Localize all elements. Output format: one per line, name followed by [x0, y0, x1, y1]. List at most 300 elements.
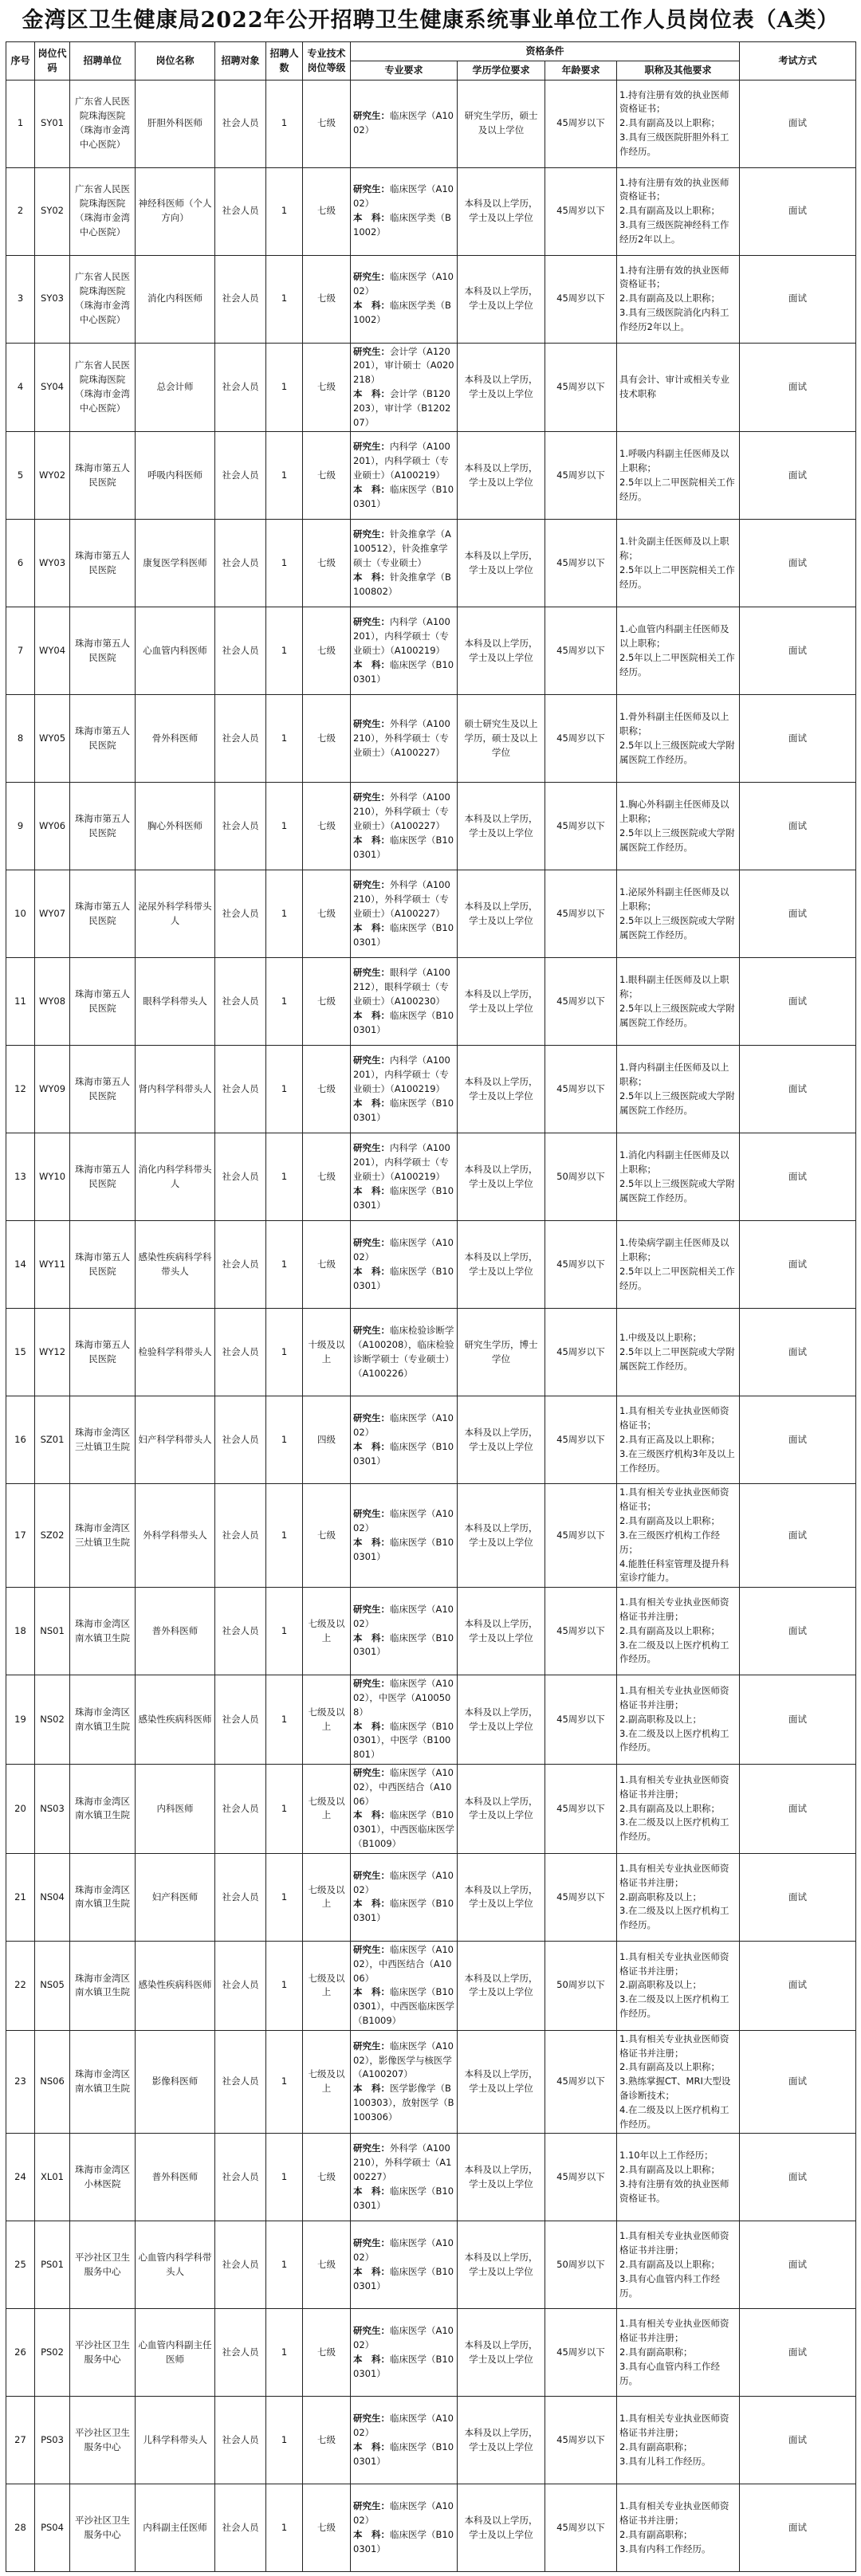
row-target: 社会人员 [215, 2309, 266, 2397]
row-seq: 25 [6, 2221, 35, 2309]
row-count: 1 [266, 1853, 303, 1941]
row-major [351, 1675, 458, 1765]
major-text: 临床医学（A1002） [353, 1508, 454, 1533]
header-level: 专业技术岗位等级 [303, 42, 351, 80]
major-level-label: 研究生： [353, 1412, 390, 1424]
row-level: 七级及以上 [303, 2030, 351, 2134]
major-text: 临床医学（A1002） [353, 271, 454, 297]
row-count: 1 [266, 255, 303, 343]
row-unit: 珠海市金湾区小林医院 [70, 2134, 136, 2221]
major-line [353, 2528, 454, 2557]
row-level: 七级及以上 [303, 1765, 351, 1854]
row-position: 内科副主任医师 [136, 2484, 215, 2572]
row-major [351, 2030, 458, 2134]
major-text: 临床医学（B100301） [353, 834, 454, 860]
row-age: 45周岁以下 [545, 783, 617, 870]
table-row [6, 1853, 856, 1941]
major-level-label: 研究生： [353, 1604, 390, 1616]
row-exam: 面试 [740, 2134, 856, 2221]
row-level: 七级 [303, 1133, 351, 1221]
major-line [353, 1236, 454, 1265]
row-position: 外科学科带头人 [136, 1484, 215, 1588]
row-exam: 面试 [740, 2484, 856, 2572]
row-title-req: 1.持有注册有效的执业医师资格证书； 2.具有副高及以上职称； 3.具有三级医院神经科工作经历2年以上。 [617, 167, 740, 255]
major-text: 针灸推拿学（A100512），针灸推拿学硕士（专业硕士） [353, 528, 451, 569]
row-title-req: 1.心血管内科副主任医师及以上职称； 2.5年以上二甲医院相关工作经历。 [617, 607, 740, 695]
major-text: 会计学（A120201），审计硕士（A020218） [353, 345, 454, 386]
major-line [353, 1184, 454, 1213]
row-position: 肝胆外科医师 [136, 80, 215, 167]
row-count: 1 [266, 783, 303, 870]
major-level-label: 研究生： [353, 2237, 390, 2249]
table-row [6, 2134, 856, 2221]
row-count: 1 [266, 1046, 303, 1133]
row-seq: 5 [6, 432, 35, 520]
row-target: 社会人员 [215, 1221, 266, 1309]
major-text: 临床医学（A1002），中西医结合（A1006） [353, 1767, 454, 1807]
table-row [6, 1221, 856, 1309]
row-count: 1 [266, 1309, 303, 1396]
major-level-label: 研究生： [353, 791, 390, 803]
row-level: 七级 [303, 870, 351, 958]
row-seq: 23 [6, 2030, 35, 2134]
row-level: 七级 [303, 432, 351, 520]
row-title-req: 1.具有相关专业执业医师资格证书并注册； 2.具有副高及以上职称； 3.在二级及以上医疗机构工作经历。 [617, 1588, 740, 1675]
row-seq: 26 [6, 2309, 35, 2397]
row-unit: 平沙社区卫生服务中心 [70, 2397, 136, 2484]
header-target: 招聘对象 [215, 42, 266, 80]
row-edu: 本科及以上学历，学士及以上学位 [458, 1941, 545, 2030]
table-row [6, 255, 856, 343]
row-major [351, 695, 458, 783]
row-target: 社会人员 [215, 2134, 266, 2221]
row-edu: 本科及以上学历，学士及以上学位 [458, 1853, 545, 1941]
major-text: 内科学（A100201），内科学硕士（专业硕士）（A100219） [353, 1142, 450, 1183]
row-age: 45周岁以下 [545, 1765, 617, 1854]
row-seq: 28 [6, 2484, 35, 2572]
major-level-label: 本 科： [353, 212, 390, 224]
row-age: 45周岁以下 [545, 80, 617, 167]
major-level-label: 本 科： [353, 1986, 390, 1998]
major-text: 临床医学（B100301） [353, 1440, 454, 1467]
row-major [351, 1309, 458, 1396]
row-position: 神经科医师（个人方向） [136, 167, 215, 255]
row-exam: 面试 [740, 2221, 856, 2309]
table-row [6, 2309, 856, 2397]
major-line [353, 1677, 454, 1719]
row-major [351, 2397, 458, 2484]
row-code: PS03 [35, 2397, 70, 2484]
row-edu: 本科及以上学历，学士及以上学位 [458, 2484, 545, 2572]
row-unit: 平沙社区卫生服务中心 [70, 2309, 136, 2397]
row-level: 七级 [303, 695, 351, 783]
table-row [6, 343, 856, 432]
major-line [353, 2142, 454, 2184]
row-position: 普外科医师 [136, 2134, 215, 2221]
row-target: 社会人员 [215, 1941, 266, 2030]
major-text: 内科学（A100201），内科学硕士（专业硕士）（A100219） [353, 616, 450, 657]
major-line [353, 1265, 454, 1294]
major-level-label: 研究生： [353, 967, 390, 979]
row-exam: 面试 [740, 2030, 856, 2134]
row-count: 1 [266, 2030, 303, 2134]
row-position: 心血管内科学科带头人 [136, 2221, 215, 2309]
row-count: 1 [266, 1765, 303, 1854]
row-seq: 6 [6, 520, 35, 607]
major-level-label: 研究生： [353, 183, 390, 195]
table-row [6, 1588, 856, 1675]
major-text: 针灸推拿学（B100802） [353, 571, 451, 597]
major-line [353, 440, 454, 482]
major-level-label: 研究生： [353, 110, 390, 122]
row-title-req: 1.具有相关专业执业医师资格证书并注册； 2.具有副高职称； 3.具有心血管内科工作经历。 [617, 2309, 740, 2397]
row-title-req: 1.骨外科副主任医师及以上职称； 2.5年以上三级医院或大学附属医院工作经历。 [617, 695, 740, 783]
row-count: 1 [266, 1221, 303, 1309]
row-title-req: 1.具有相关专业执业医师资格证书并注册； 2.副高职称及以上； 3.在二级及以上医疗机构工作经历。 [617, 1853, 740, 1941]
row-target: 社会人员 [215, 1588, 266, 1675]
row-count: 1 [266, 1133, 303, 1221]
row-position: 感染性疾病科医师 [136, 1675, 215, 1765]
row-edu: 研究生学历，博士学位 [458, 1309, 545, 1396]
major-level-label: 本 科： [353, 1720, 390, 1732]
row-position: 检验科学科带头人 [136, 1309, 215, 1396]
header-seq: 序号 [6, 42, 35, 80]
row-position: 妇产科学科带头人 [136, 1396, 215, 1484]
row-age: 45周岁以下 [545, 958, 617, 1046]
row-edu: 本科及以上学历，学士及以上学位 [458, 783, 545, 870]
row-age: 45周岁以下 [545, 1309, 617, 1396]
major-text: 会计学（B120203），审计学（B120207） [353, 388, 451, 428]
row-position: 呼吸内科医师 [136, 432, 215, 520]
row-title-req: 1.具有相关专业执业医师资格证书并注册； 2.副高职称及以上； 3.在二级及以上医疗机构工作经历。 [617, 1675, 740, 1765]
row-major [351, 255, 458, 343]
header-title-req: 职称及其他要求 [617, 61, 740, 80]
major-text: 临床医学（B100301） [353, 2185, 454, 2211]
major-text: 医学影像学（B100303），放射医学（B100306） [353, 2083, 454, 2122]
major-text: 外科学（A100210），外科学硕士（专业硕士）（A100227） [353, 718, 450, 758]
row-code: SY04 [35, 343, 70, 432]
row-code: WY05 [35, 695, 70, 783]
row-major [351, 1588, 458, 1675]
row-edu: 本科及以上学历，学士及以上学位 [458, 1484, 545, 1588]
row-exam: 面试 [740, 695, 856, 783]
major-line [353, 2353, 454, 2382]
row-exam: 面试 [740, 1941, 856, 2030]
row-seq: 2 [6, 167, 35, 255]
major-line [353, 1808, 454, 1851]
major-line [353, 211, 454, 240]
row-unit: 珠海市第五人民医院 [70, 870, 136, 958]
row-seq: 4 [6, 343, 35, 432]
row-age: 45周岁以下 [545, 2030, 617, 2134]
major-level-label: 研究生： [353, 616, 390, 628]
major-level-label: 本 科： [353, 1440, 390, 1452]
row-title-req: 具有会计、审计或相关专业技术职称 [617, 343, 740, 432]
row-position: 感染性疾病科医师 [136, 1941, 215, 2030]
row-edu: 本科及以上学历，学士及以上学位 [458, 167, 545, 255]
row-exam: 面试 [740, 1853, 856, 1941]
row-age: 45周岁以下 [545, 695, 617, 783]
row-level: 七级及以上 [303, 1941, 351, 2030]
row-exam: 面试 [740, 1396, 856, 1484]
major-text: 临床检验诊断学（A100208），临床检验诊断学硕士（专业硕士）（A100226） [353, 1325, 454, 1379]
row-target: 社会人员 [215, 520, 266, 607]
row-age: 45周岁以下 [545, 520, 617, 607]
table-row [6, 1765, 856, 1854]
major-line [353, 1632, 454, 1660]
row-target: 社会人员 [215, 432, 266, 520]
major-line [353, 2265, 454, 2294]
row-seq: 7 [6, 607, 35, 695]
row-position: 妇产科医师 [136, 1853, 215, 1941]
major-level-label: 研究生： [353, 2413, 390, 2425]
row-code: NS02 [35, 1675, 70, 1765]
row-age: 45周岁以下 [545, 343, 617, 432]
row-count: 1 [266, 80, 303, 167]
row-age: 45周岁以下 [545, 432, 617, 520]
row-exam: 面试 [740, 1221, 856, 1309]
row-position: 总会计师 [136, 343, 215, 432]
major-text: 临床医学（A1002） [353, 2325, 454, 2351]
header-unit: 招聘单位 [70, 42, 136, 80]
table-row [6, 1675, 856, 1765]
table-row [6, 1396, 856, 1484]
row-unit: 珠海市第五人民医院 [70, 432, 136, 520]
row-target: 社会人员 [215, 1484, 266, 1588]
major-line [353, 834, 454, 862]
major-line [353, 717, 454, 760]
row-edu: 本科及以上学历，学士及以上学位 [458, 2134, 545, 2221]
major-text: 临床医学（A1002），中医学（A100508） [353, 1678, 454, 1718]
table-row [6, 1046, 856, 1133]
major-level-label: 本 科： [353, 2083, 390, 2095]
row-unit: 珠海市金湾区南水镇卫生院 [70, 1941, 136, 2030]
major-level-label: 研究生： [353, 271, 390, 283]
row-major [351, 432, 458, 520]
row-edu: 本科及以上学历，学士及以上学位 [458, 2397, 545, 2484]
row-code: PS02 [35, 2309, 70, 2397]
row-edu: 本科及以上学历，学士及以上学位 [458, 1675, 545, 1765]
major-text: 临床医学（B100301） [353, 1184, 454, 1211]
major-level-label: 研究生： [353, 718, 390, 730]
row-count: 1 [266, 1675, 303, 1765]
row-age: 45周岁以下 [545, 1675, 617, 1765]
row-exam: 面试 [740, 783, 856, 870]
row-title-req: 1.传染病学副主任医师及以上职称； 2.5年以上二甲医院相关工作经历。 [617, 1221, 740, 1309]
row-target: 社会人员 [215, 607, 266, 695]
table-row [6, 432, 856, 520]
row-target: 社会人员 [215, 1765, 266, 1854]
major-line [353, 615, 454, 658]
major-line [353, 2412, 454, 2441]
row-edu: 本科及以上学历，学士及以上学位 [458, 255, 545, 343]
major-line [353, 270, 454, 299]
table-row [6, 520, 856, 607]
major-line [353, 2236, 454, 2265]
row-major [351, 2221, 458, 2309]
major-level-label: 研究生： [353, 1943, 390, 1955]
major-level-label: 研究生： [353, 528, 390, 540]
major-level-label: 本 科： [353, 1536, 390, 1548]
major-line [353, 1536, 454, 1565]
row-target: 社会人员 [215, 695, 266, 783]
row-unit: 珠海市金湾区南水镇卫生院 [70, 1675, 136, 1765]
major-text: 临床医学（A1002） [353, 2237, 454, 2264]
row-age: 45周岁以下 [545, 2309, 617, 2397]
row-edu: 研究生学历，硕士及以上学位 [458, 80, 545, 167]
row-major [351, 607, 458, 695]
row-age: 45周岁以下 [545, 255, 617, 343]
major-level-label: 本 科： [353, 1632, 390, 1643]
major-level-label: 研究生： [353, 2500, 390, 2512]
row-title-req: 1.具有相关专业执业医师资格证书并注册； 2.具有副高及以上职称； 3.具有心血管内科工作经历。 [617, 2221, 740, 2309]
row-code: NS01 [35, 1588, 70, 1675]
major-level-label: 本 科： [353, 2528, 390, 2540]
table-row [6, 695, 856, 783]
major-level-label: 本 科： [353, 1097, 390, 1109]
major-text: 临床医学（A1002） [353, 1869, 454, 1895]
major-level-label: 研究生： [353, 1142, 390, 1154]
row-major [351, 1046, 458, 1133]
row-seq: 1 [6, 80, 35, 167]
major-line [353, 1766, 454, 1808]
row-seq: 9 [6, 783, 35, 870]
row-seq: 20 [6, 1765, 35, 1854]
row-position: 肾内科学科带头人 [136, 1046, 215, 1133]
row-edu: 本科及以上学历，学士及以上学位 [458, 2221, 545, 2309]
row-edu: 本科及以上学历，学士及以上学位 [458, 1221, 545, 1309]
major-text: 临床医学（B100301），中西医临床医学（B1009） [353, 1809, 455, 1850]
row-code: WY11 [35, 1221, 70, 1309]
row-target: 社会人员 [215, 2397, 266, 2484]
major-text: 临床医学（A1002） [353, 183, 454, 210]
row-level: 七级 [303, 2221, 351, 2309]
header-age: 年龄要求 [545, 61, 617, 80]
row-level: 七级 [303, 958, 351, 1046]
row-exam: 面试 [740, 607, 856, 695]
row-title-req: 1.10年以上工作经历； 2.具有副高及以上职称； 3.持有注册有效的执业医师资格证书。 [617, 2134, 740, 2221]
major-line [353, 528, 454, 570]
row-level: 十级及以上 [303, 1309, 351, 1396]
major-text: 外科学（A100210），外科学硕士（专业硕士）（A100227） [353, 791, 450, 832]
row-target: 社会人员 [215, 1675, 266, 1765]
row-edu: 本科及以上学历，学士及以上学位 [458, 343, 545, 432]
row-age: 45周岁以下 [545, 1221, 617, 1309]
row-edu: 本科及以上学历，学士及以上学位 [458, 870, 545, 958]
row-unit: 珠海市第五人民医院 [70, 783, 136, 870]
row-count: 1 [266, 167, 303, 255]
row-exam: 面试 [740, 432, 856, 520]
row-code: SY01 [35, 80, 70, 167]
row-code: WY02 [35, 432, 70, 520]
major-level-label: 研究生： [353, 1869, 390, 1881]
row-code: WY12 [35, 1309, 70, 1396]
row-level: 七级 [303, 520, 351, 607]
major-text: 临床医学（B100301） [353, 1536, 454, 1562]
row-code: WY04 [35, 607, 70, 695]
row-target: 社会人员 [215, 1396, 266, 1484]
major-level-label: 本 科： [353, 921, 390, 933]
row-count: 1 [266, 2309, 303, 2397]
row-major [351, 1396, 458, 1484]
row-major [351, 80, 458, 167]
row-title-req: 1.眼科副主任医师及以上职称； 2.5年以上三级医院或大学附属医院工作经历。 [617, 958, 740, 1046]
major-level-label: 本 科： [353, 2441, 390, 2452]
row-edu: 本科及以上学历，学士及以上学位 [458, 1765, 545, 1854]
row-edu: 本科及以上学历，学士及以上学位 [458, 958, 545, 1046]
row-title-req: 1.具有相关专业执业医师资格证书并注册； 2.具有副高及以上职称； 3.在二级及以上医疗机构工作经历。 [617, 1765, 740, 1854]
row-edu: 本科及以上学历，学士及以上学位 [458, 432, 545, 520]
major-line [353, 1412, 454, 1440]
major-level-label: 本 科： [353, 2353, 390, 2365]
row-unit: 平沙社区卫生服务中心 [70, 2484, 136, 2572]
row-edu: 本科及以上学历，学士及以上学位 [458, 520, 545, 607]
row-exam: 面试 [740, 1675, 856, 1765]
row-count: 1 [266, 2484, 303, 2572]
major-line [353, 571, 454, 599]
position-table [6, 41, 856, 2572]
major-text: 临床医学（A1002） [353, 1604, 454, 1629]
row-level: 七级及以上 [303, 1588, 351, 1675]
row-title-req: 1.胸心外科副主任医师及以上职称； 2.5年以上三级医院或大学附属医院工作经历。 [617, 783, 740, 870]
row-age: 45周岁以下 [545, 1484, 617, 1588]
major-line [353, 483, 454, 512]
row-count: 1 [266, 1484, 303, 1588]
table-row [6, 2484, 856, 2572]
row-code: SZ02 [35, 1484, 70, 1588]
major-line [353, 1720, 454, 1762]
row-age: 45周岁以下 [545, 2484, 617, 2572]
row-major [351, 2134, 458, 2221]
row-edu: 本科及以上学历，学士及以上学位 [458, 1046, 545, 1133]
major-line [353, 921, 454, 950]
major-text: 临床医学（B100301） [353, 2353, 454, 2379]
major-line [353, 2040, 454, 2082]
major-level-label: 本 科： [353, 834, 390, 846]
table-row [6, 607, 856, 695]
row-seq: 17 [6, 1484, 35, 1588]
row-edu: 本科及以上学历，学士及以上学位 [458, 607, 545, 695]
major-line [353, 1324, 454, 1380]
row-code: WY03 [35, 520, 70, 607]
major-text: 临床医学（B100301） [353, 1009, 454, 1035]
row-code: SY03 [35, 255, 70, 343]
row-position: 普外科医师 [136, 1588, 215, 1675]
row-position: 消化内科学科带头人 [136, 1133, 215, 1221]
row-code: NS03 [35, 1765, 70, 1854]
row-target: 社会人员 [215, 167, 266, 255]
table-row [6, 2221, 856, 2309]
table-row [6, 1133, 856, 1221]
row-level: 七级 [303, 607, 351, 695]
row-level: 七级及以上 [303, 1675, 351, 1765]
major-level-label: 本 科： [353, 1184, 390, 1196]
major-text: 临床医学（B100301），中西医临床医学（B1009） [353, 1986, 455, 2026]
major-line [353, 1603, 454, 1632]
row-unit: 珠海市第五人民医院 [70, 1133, 136, 1221]
row-seq: 13 [6, 1133, 35, 1221]
row-position: 胸心外科医师 [136, 783, 215, 870]
row-target: 社会人员 [215, 783, 266, 870]
row-exam: 面试 [740, 80, 856, 167]
row-level: 七级 [303, 167, 351, 255]
major-line [353, 183, 454, 211]
row-level: 七级 [303, 1484, 351, 1588]
major-level-label: 研究生： [353, 1237, 390, 1249]
row-level: 七级 [303, 1046, 351, 1133]
row-age: 45周岁以下 [545, 607, 617, 695]
row-level: 七级 [303, 2134, 351, 2221]
